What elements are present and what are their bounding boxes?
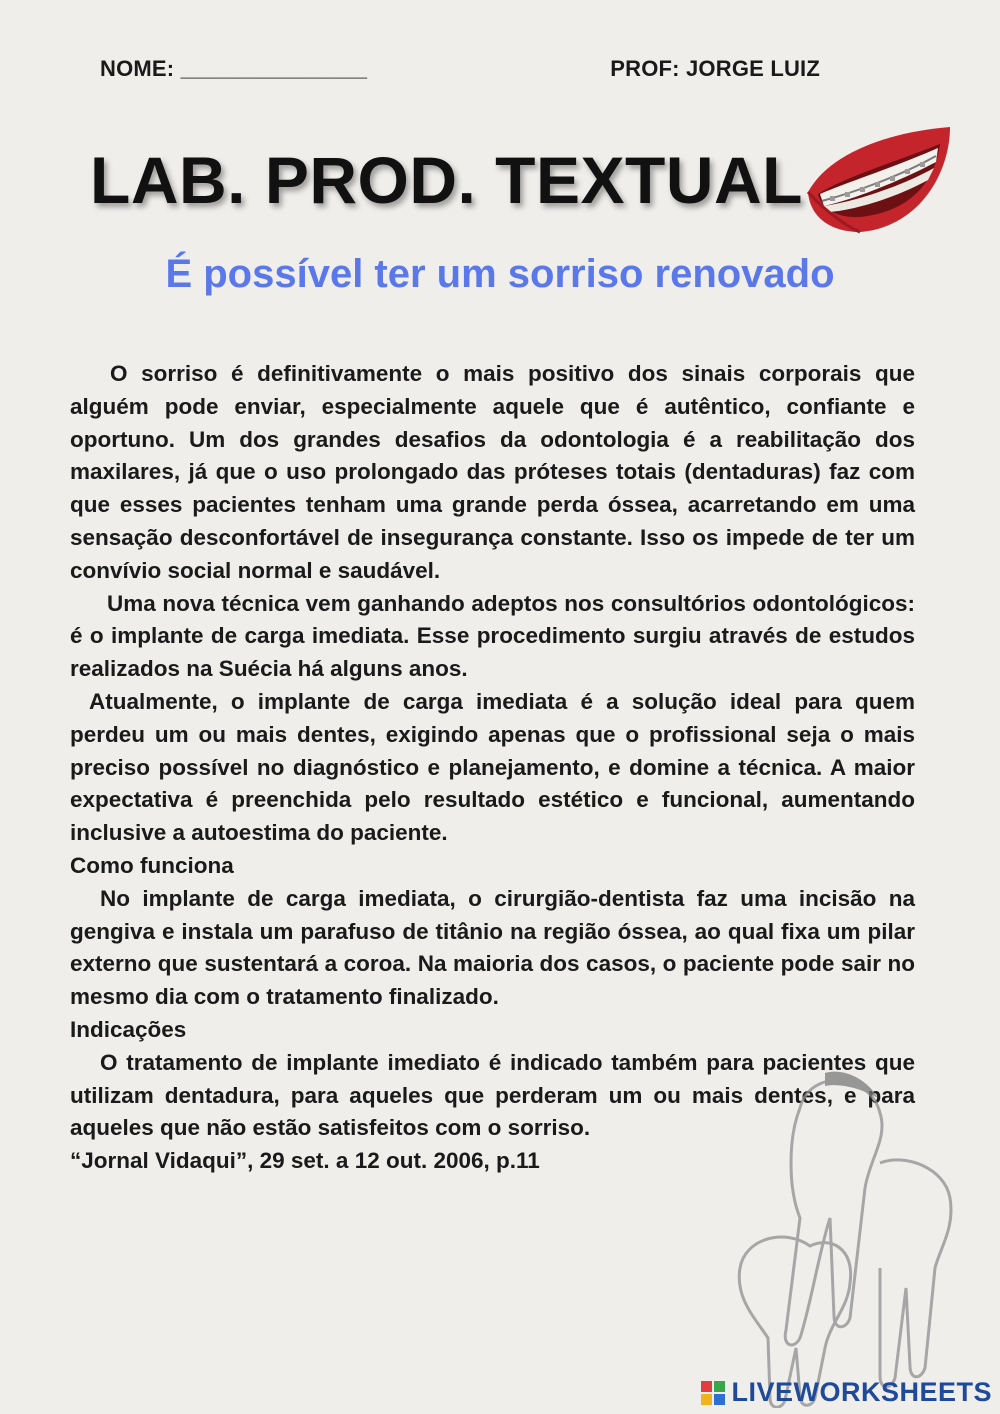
section-heading-indicacoes: Indicações (70, 1016, 187, 1042)
liveworksheets-logo-text: LIVEWORKSHEETS (731, 1377, 992, 1407)
article-headline: É possível ter um sorriso renovado (165, 252, 835, 296)
smile-braces-icon (800, 122, 955, 242)
paragraph-3: Atualmente, o implante de carga imediata é a solução ideal para quem perdeu um ou mais dentes, exigindo apenas que o profissional seja o mais preciso possível no diagnóstico e planejamento, e domine a técnica. A maior expectativa é preenchida pelo resultado estético e funcional, aumentando inclusive a autoestima do paciente. (70, 688, 915, 846)
paragraph-5: O tratamento de implante imediato é indicado também para pacientes que utilizam dentadura, para aqueles que perderam um ou mais dentes, e para aqueles que não estão satisfeitos com o sorriso. (70, 1049, 915, 1141)
header (100, 56, 820, 82)
section-heading-como-funciona: Como funciona (70, 852, 234, 878)
name-field-label: NOME: _______________ (100, 56, 368, 81)
liveworksheets-logo-icon (701, 1381, 725, 1405)
paragraph-2: Uma nova técnica vem ganhando adeptos nos consultórios odontológicos: é o implante de carga imediata. Esse procedimento surgiu através de estudos realizados na Suécia há alguns anos. (70, 590, 915, 682)
paragraph-1: O sorriso é definitivamente o mais positivo dos sinais corporais que alguém pode enviar, especialmente aquele que é autêntico, confiante e oportuno. Um dos grandes desafios da odontologia é a reabilitação dos maxilares, já que o uso prolongado das próteses totais (dentaduras) faz com que esses pacientes tenham uma grande perda óssea, acarretando em uma sensação desconfortável de insegurança constante. Isso os impede de ter um convívio social normal e saudável. (70, 361, 915, 583)
source-citation: “Jornal Vidaqui”, 29 set. a 12 out. 2006, p.11 (70, 1148, 540, 1174)
paragraph-4: No implante de carga imediata, o cirurgião-dentista faz uma incisão na gengiva e instala um parafuso de titânio na região óssea, ao qual fixa um pilar externo que sustentará a coroa. Na maioria dos casos, o paciente pode sair no mesmo dia com o tratamento finalizado. (70, 885, 915, 1010)
liveworksheets-logo[interactable] (701, 1377, 992, 1408)
page-title: LAB. PROD. TEXTUAL (90, 143, 803, 217)
molar-teeth-illustration (730, 1068, 970, 1408)
article-body (70, 358, 915, 1178)
teacher-label: PROF: JORGE LUIZ (610, 56, 820, 81)
